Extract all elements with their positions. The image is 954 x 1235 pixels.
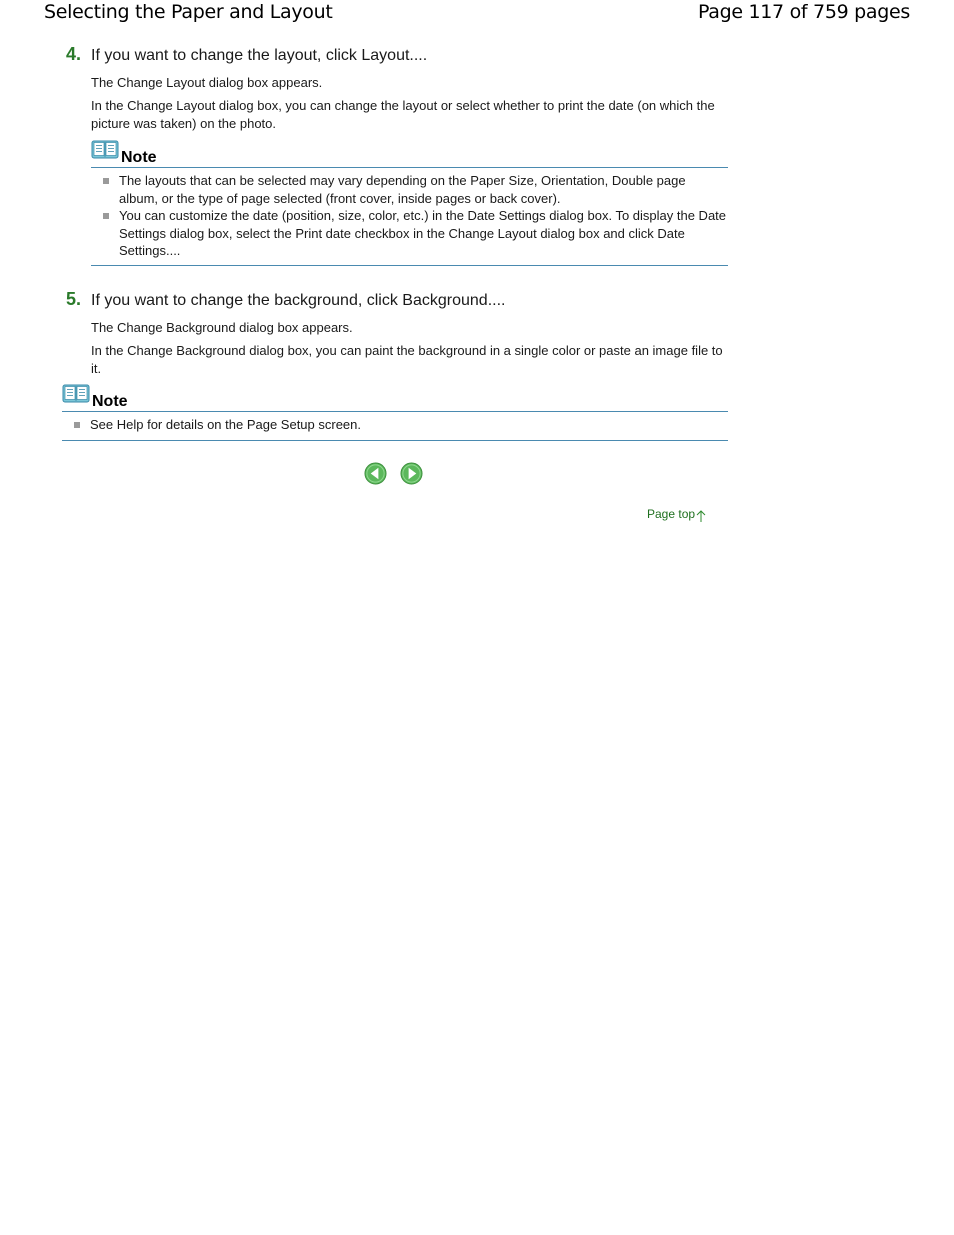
note-item-text: See Help for details on the Page Setup screen.: [90, 417, 362, 432]
note-item: [91, 172, 728, 207]
page-indicator: Page 117 of 759 pages: [697, 1, 910, 23]
page-top-link[interactable]: [647, 507, 706, 523]
note-book-icon: [62, 383, 90, 410]
note-item: [62, 416, 728, 434]
note-item-text: You can customize the date (position, size, color, etc.) in the Date Settings dialog box. To display the Date Settings dialog box, select the Print date checkbox in the Change Layout dialog box and click Date Settings....: [119, 208, 727, 258]
note-divider: [62, 440, 728, 441]
note-item: [91, 207, 728, 260]
next-page-icon[interactable]: [400, 462, 423, 485]
note-title: Note: [92, 393, 128, 410]
step-number: 4.: [66, 44, 82, 64]
note-divider: [91, 265, 728, 266]
square-bullet-icon: [74, 422, 80, 428]
step-heading-text: If you want to change the background, click Background....: [91, 292, 506, 309]
square-bullet-icon: [103, 213, 109, 219]
note-divider: [62, 411, 728, 412]
step-4: [66, 44, 728, 133]
square-bullet-icon: [103, 178, 109, 184]
arrow-up-icon: [696, 509, 706, 523]
step-number: 5.: [66, 289, 82, 309]
page-navigation: [364, 462, 423, 485]
step-5: [66, 289, 728, 378]
note-list: [91, 172, 728, 260]
note-list: [62, 416, 728, 434]
step-paragraph: The Change Layout dialog box appears.: [91, 75, 323, 90]
step-heading: [66, 289, 728, 310]
step-paragraph: In the Change Layout dialog box, you can change the layout or select whether to print the date (on which the picture was taken) on the photo.: [91, 98, 715, 131]
note-header: [91, 142, 728, 166]
page-top-label: Page top: [647, 507, 696, 521]
step-paragraph: In the Change Background dialog box, you can paint the background in a single color or paste an image file to it.: [91, 343, 723, 376]
step-paragraph: The Change Background dialog box appears.: [91, 320, 353, 335]
note-item-text: The layouts that can be selected may vary depending on the Paper Size, Orientation, Double page album, or the type of page selected (front cover, inside pages or back cover).: [119, 173, 686, 206]
previous-page-icon[interactable]: [364, 462, 387, 485]
step-heading-text: If you want to change the layout, click Layout....: [91, 47, 428, 64]
document-title: Selecting the Paper and Layout: [44, 1, 333, 23]
general-note-box: [62, 386, 728, 441]
step-heading: [66, 44, 728, 65]
note-divider: [91, 167, 728, 168]
note-title: Note: [121, 149, 157, 166]
note-book-icon: [91, 139, 119, 166]
note-box: [91, 142, 728, 266]
note-header: [62, 386, 728, 410]
